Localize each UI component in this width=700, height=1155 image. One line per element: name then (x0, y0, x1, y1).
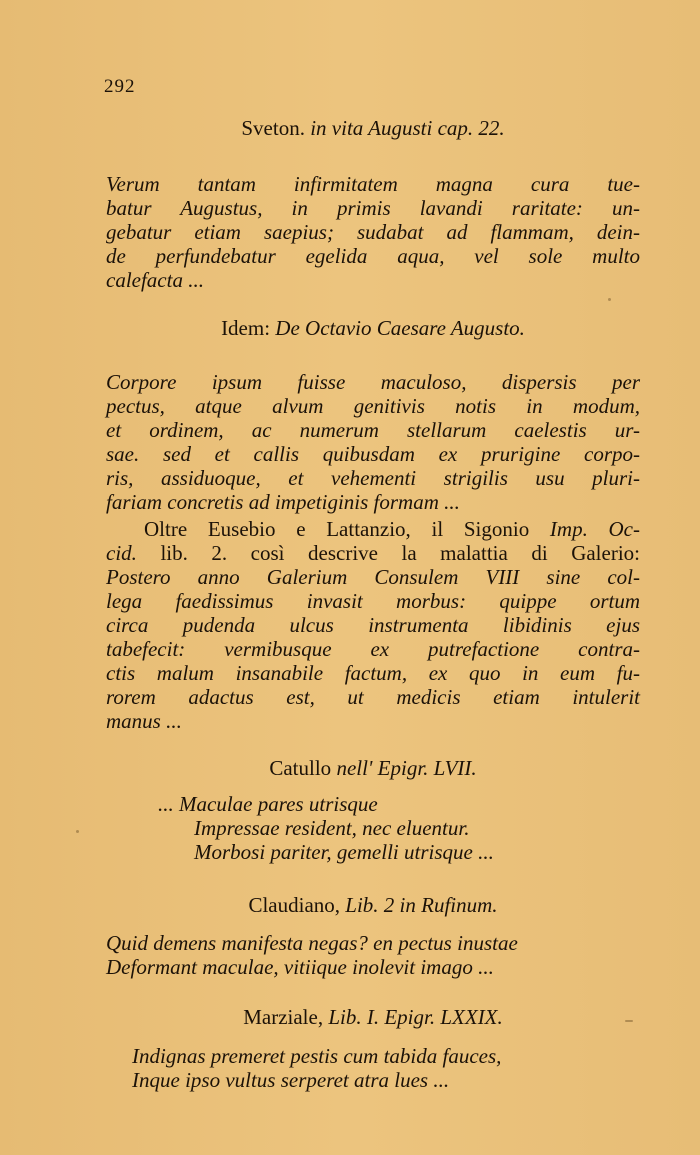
text-line: calefacta ... (106, 268, 204, 292)
verse-marziale (132, 1044, 501, 1092)
heading-source: in vita Augusti cap. 22. (310, 116, 505, 140)
text-span: lib. 2. così descrive la malattia di Galerio: (160, 541, 641, 565)
verse-line: Inque ipso vultus serperet atra lues ... (132, 1068, 450, 1092)
commentary-galerio (106, 517, 640, 733)
text-line: manus ... (106, 709, 182, 733)
text-line: et ordinem, ac numerum stellarum caelestis ur- (106, 418, 640, 442)
text-line: Corpore ipsum fuisse maculoso, dispersis per (106, 370, 640, 394)
text-line: sae. sed et callis quibusdam ex prurigine corpo- (106, 442, 640, 466)
heading-source: Lib. 2 in Rufinum. (345, 893, 498, 917)
text-line: lega faedissimus invasit morbus: quippe ortum (106, 589, 640, 613)
citation-heading-sveton (106, 116, 640, 141)
text-line (106, 517, 640, 541)
text-span: Imp. Oc- (549, 517, 640, 541)
text-span: cid. (106, 541, 137, 565)
heading-author: Claudiano, (248, 893, 341, 917)
verse-line: Indignas premeret pestis cum tabida fauces, (132, 1044, 502, 1068)
text-line: circa pudenda ulcus instrumenta libidinis ejus (106, 613, 640, 637)
text-span: Oltre Eusebio e Lattanzio, il Sigonio (144, 517, 530, 541)
heading-author: Catullo (269, 756, 332, 780)
quote-idem (106, 370, 640, 514)
verse-line: Deformant maculae, vitiique inolevit imago ... (106, 955, 494, 979)
text-line: pectus, atque alvum genitivis notis in modum, (106, 394, 640, 418)
citation-heading-marziale (106, 1005, 640, 1030)
text-line: rorem adactus est, ut medicis etiam intulerit (106, 685, 640, 709)
text-line: gebatur etiam saepius; sudabat ad flammam, dein- (106, 220, 640, 244)
heading-author: Marziale, (243, 1005, 324, 1029)
verse-line: Quid demens manifesta negas? en pectus inustae (106, 931, 518, 955)
text-line: ctis malum insanabile factum, ex quo in eum fu- (106, 661, 640, 685)
paper-speck (608, 298, 611, 301)
quote-sveton (106, 172, 640, 292)
text-line: de perfundebatur egelida aqua, vel sole multo (106, 244, 640, 268)
text-line (106, 541, 640, 565)
text-line: tabefecit: vermibusque ex putrefactione contra- (106, 637, 640, 661)
verse-claudiano (106, 931, 518, 979)
heading-author: Idem: (221, 316, 271, 340)
citation-heading-catullo (106, 756, 640, 781)
citation-heading-claudiano (106, 893, 640, 918)
paper-speck (76, 830, 79, 833)
text-line: batur Augustus, in primis lavandi raritate: un- (106, 196, 640, 220)
heading-author: Sveton. (241, 116, 305, 140)
text-line: Postero anno Galerium Consulem VIII sine col- (106, 565, 640, 589)
verse-catullo (158, 792, 494, 864)
heading-source: nell' Epigr. LVII. (336, 756, 477, 780)
verse-line: Impressae resident, nec eluentur. (194, 816, 470, 840)
text-line: ris, assiduoque, et vehementi strigilis usu pluri- (106, 466, 640, 490)
text-line: fariam concretis ad impetiginis formam ... (106, 490, 460, 514)
paper-speck (625, 1020, 633, 1022)
text-line: Verum tantam infirmitatem magna cura tue- (106, 172, 640, 196)
verse-line: ... Maculae pares utrisque (158, 792, 378, 816)
page-number: 292 (104, 76, 136, 97)
heading-source: Lib. I. Epigr. LXXIX. (328, 1005, 503, 1029)
verse-line: Morbosi pariter, gemelli utrisque ... (194, 840, 494, 864)
citation-heading-idem (106, 316, 640, 341)
heading-source: De Octavio Caesare Augusto. (275, 316, 525, 340)
